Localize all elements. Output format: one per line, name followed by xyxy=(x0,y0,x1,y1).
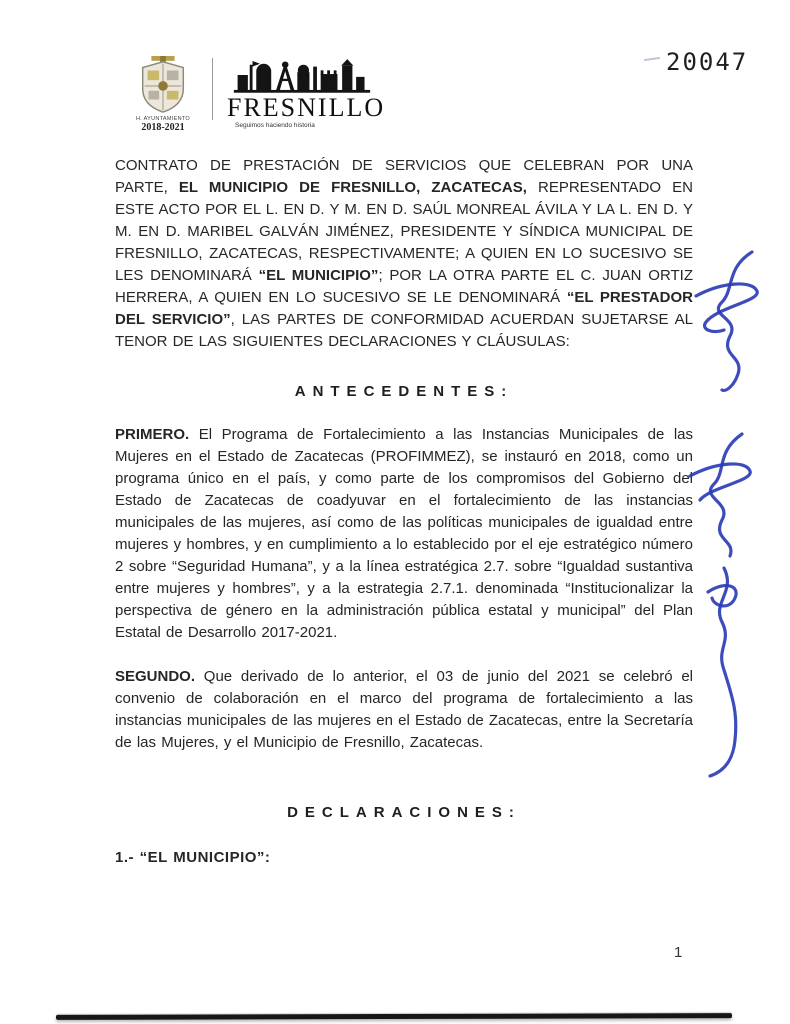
signature-ink-3-loop xyxy=(708,586,736,606)
contract-body xyxy=(115,155,693,869)
signature-ink-3 xyxy=(710,568,736,776)
signature-ink-1 xyxy=(718,252,752,390)
header-logos xyxy=(124,56,386,133)
declaraciones-heading: DECLARACIONES: xyxy=(287,804,521,821)
segundo-paragraph: SEGUNDO. Que derivado de lo anterior, el 03 de junio del 2021 se celebró el convenio de colaboración en el marco del programa de fortalecimiento a las instancias municipales de las mujeres en el Estado de Zacatecas, entre la Secretaría de las Mujeres, y el Municipio de Fresnillo, Zacatecas. xyxy=(115,668,693,751)
crest-years: 2018-2021 xyxy=(141,122,185,133)
signature-ink-2-cross xyxy=(690,464,750,500)
signature-ink-2 xyxy=(710,434,742,556)
folio-stamp: 20047 xyxy=(666,48,749,76)
municipal-crest xyxy=(124,56,202,133)
opening-paragraph: CONTRATO DE PRESTACIÓN DE SERVICIOS QUE CELEBRAN POR UNA PARTE, EL MUNICIPIO DE FRESNILLO, ZACATECAS, REPRESENTADO EN ESTE ACTO POR EL L. EN D. Y M. EN D. SAÚL MONREAL ÁVILA Y LA L. EN D. Y M. EN D. MARIBEL GALVÁN JIMÉNEZ, PRESIDENTE Y SÍNDICA MUNICIPAL DE FRESNILLO, ZACATECAS, RESPECTIVAMENTE; A QUIEN EN LO SUCESIVO SE LES DENOMINARÁ “EL MUNICIPIO”; POR LA OTRA PARTE EL C. JUAN ORTIZ HERRERA, A QUIEN EN LO SUCESIVO SE LE DENOMINARÁ “EL PRESTADOR DEL SERVICIO”, LAS PARTES DE CONFORMIDAD ACUERDAN SUJETARSE AL TENOR DE LAS SIGUIENTES DECLARACIONES Y CLÁUSULAS: xyxy=(115,157,693,350)
page-number: 1 xyxy=(674,944,683,961)
primero-paragraph: PRIMERO. El Programa de Fortalecimiento a las Instancias Municipales de las Mujeres en el Estado de Zacatecas (PROFIMMEZ), se instauró en 2018, como un programa único en el país, y como parte de los compromisos del Gobierno del Estado de Zacatecas de coadyuvar en el fortalecimiento de las instancias municipales de las mujeres, así como de las políticas municipales de igualdad entre mujeres y hombres, y en cumplimiento a lo establecido por el eje estratégico número 2 sobre “Seguridad Humana”, y a la línea estratégica 2.7. sobre “Igualdad sustantiva entre mujeres y hombres”, y a la estrategia 2.7.1. denominada “Institucionalizar la perspectiva de género en la administración pública estatal y municipal” del Plan Estatal de Desarrollo 2017-2021. xyxy=(115,426,693,641)
skyline-icon xyxy=(232,56,372,94)
clause-1-municipio: 1.- “EL MUNICIPIO”: xyxy=(115,849,271,866)
signature-ink-1-cross xyxy=(696,284,757,332)
crest-shield-icon xyxy=(136,56,190,114)
fresnillo-logo xyxy=(227,56,386,129)
brand-tagline: Seguimos haciendo historia xyxy=(235,122,315,129)
crest-caption: H. AYUNTAMIENTO xyxy=(135,116,190,122)
antecedentes-heading: ANTECEDENTES: xyxy=(294,383,514,400)
logo-divider xyxy=(212,58,213,120)
brand-name: FRESNILLO xyxy=(227,93,386,122)
scan-edge-artifact xyxy=(56,1013,732,1020)
